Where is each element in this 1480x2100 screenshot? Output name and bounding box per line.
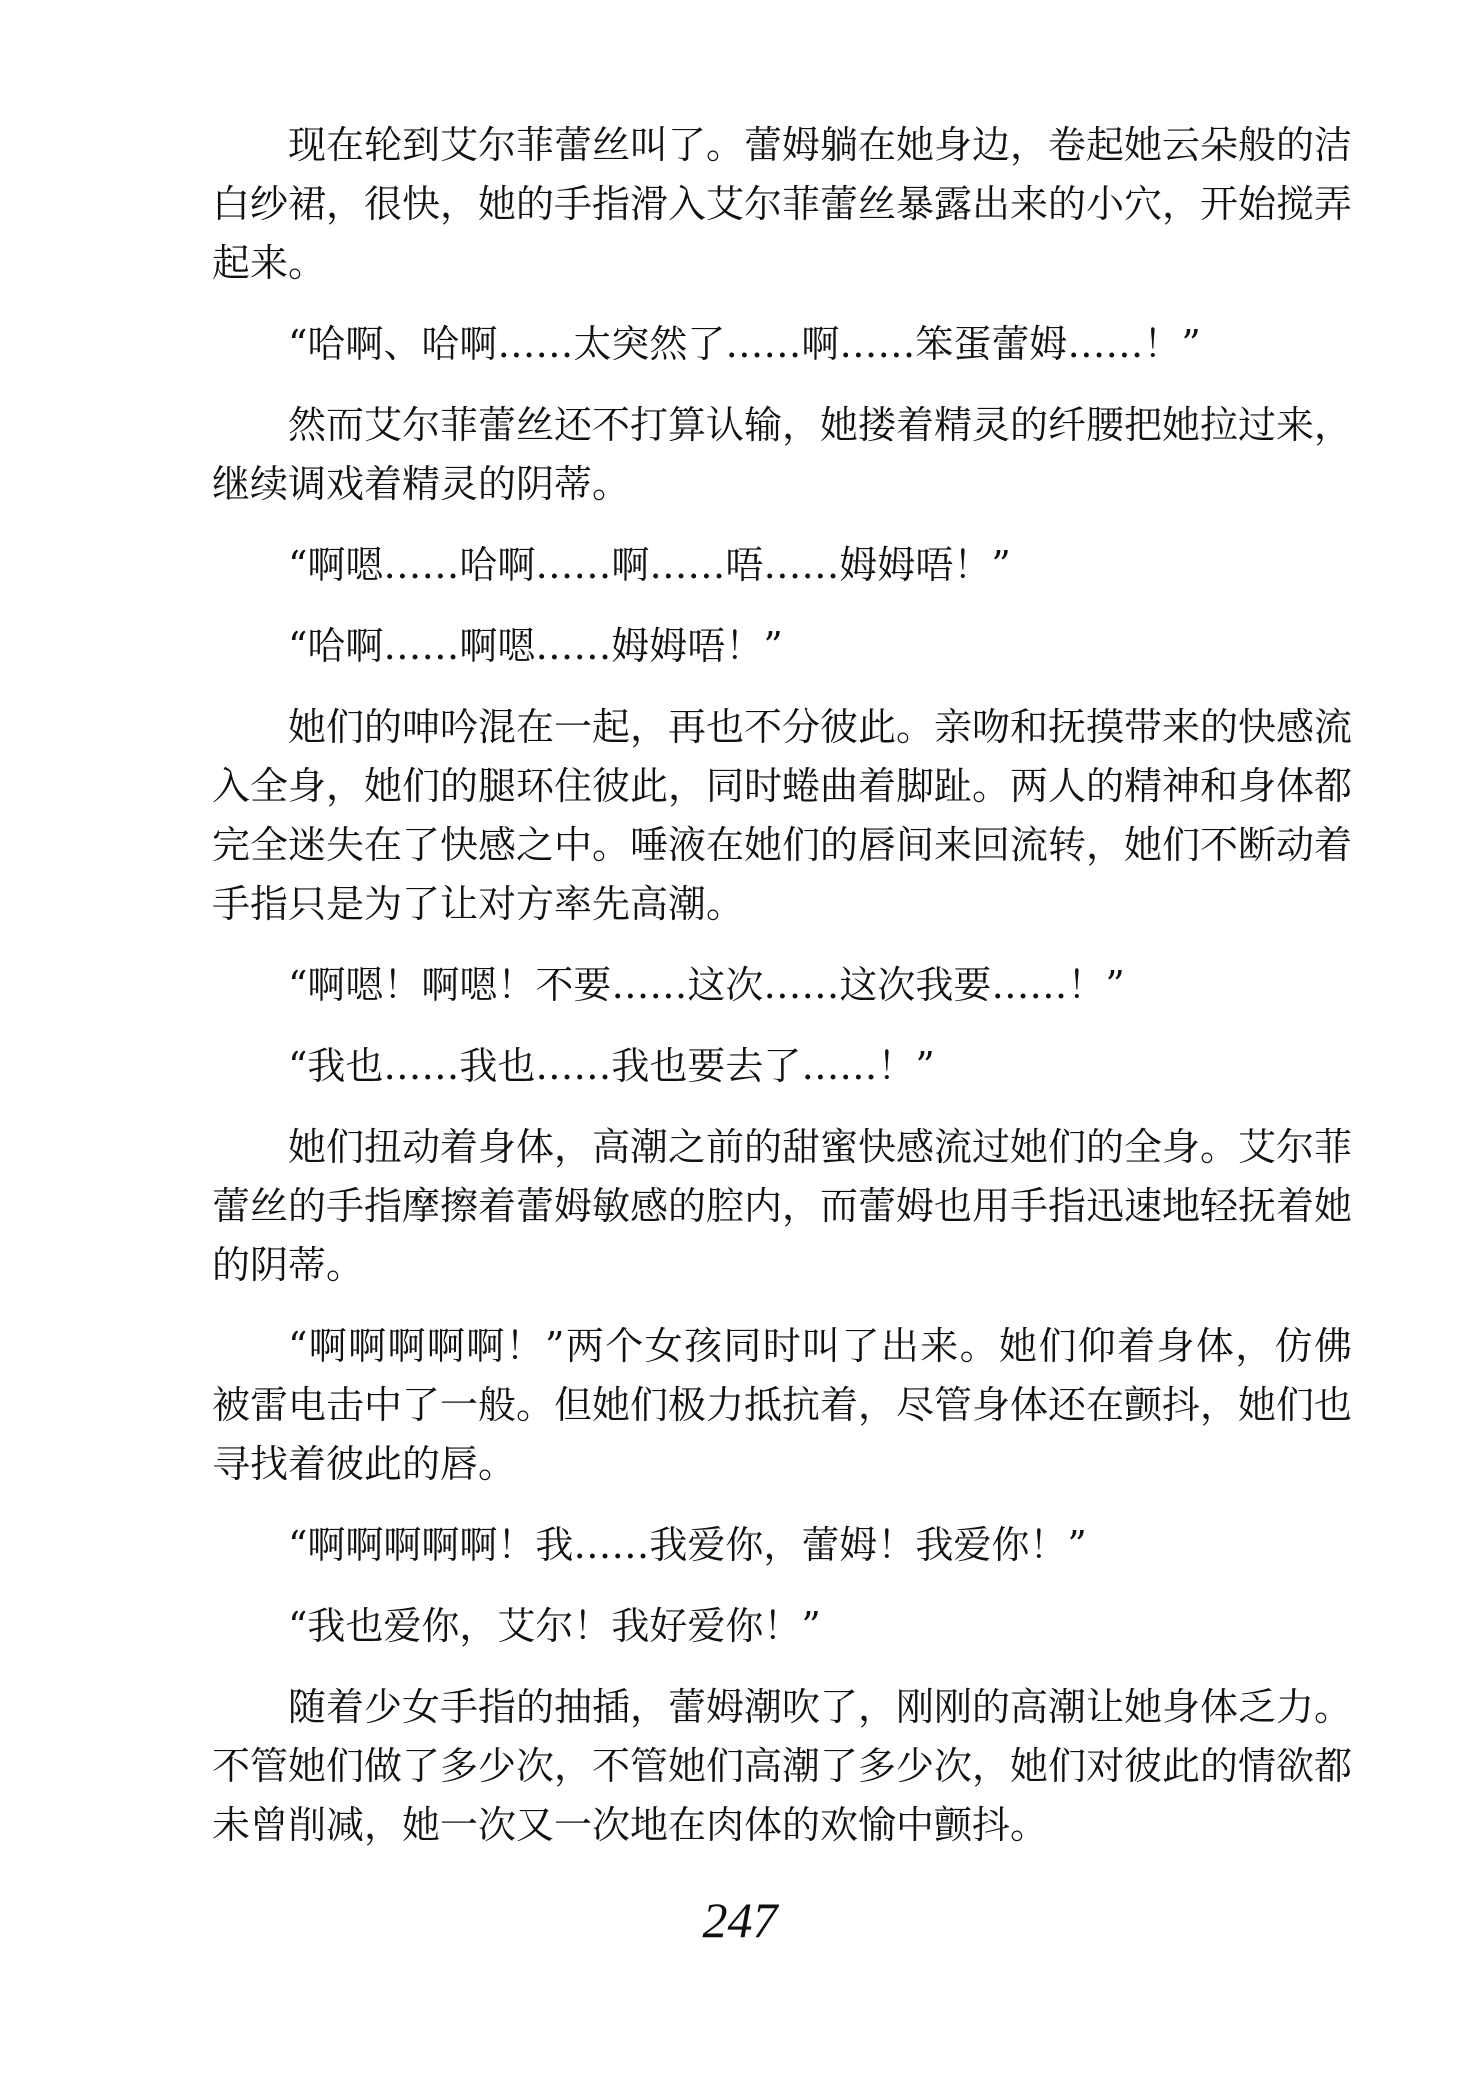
paragraph: 她们扭动着身体，高潮之前的甜蜜快感流过她们的全身。艾尔菲蕾丝的手指摩擦着蕾姆敏感的腔内，而蕾姆也用手指迅速地轻抚着她的阴蒂。 bbox=[212, 1125, 1353, 1287]
paragraph: “我也爱你，艾尔！我好爱你！” bbox=[288, 1604, 821, 1648]
paragraph: “啊啊啊啊啊！我……我爱你，蕾姆！我爱你！” bbox=[288, 1523, 1087, 1567]
paragraph: “啊嗯！啊嗯！不要……这次……这次我要……！” bbox=[288, 963, 1125, 1007]
body-text bbox=[212, 116, 1352, 1877]
paragraph: “我也……我也……我也要去了……！” bbox=[288, 1044, 935, 1088]
paragraph: 她们的呻吟混在一起，再也不分彼此。亲吻和抚摸带来的快感流入全身，她们的腿环住彼此，同时蜷曲着脚趾。两人的精神和身体都完全迷失在了快感之中。唾液在她们的唇间来回流转，她们不断动着手指只是为了让对方率先高潮。 bbox=[212, 705, 1353, 926]
paragraph: “哈啊……啊嗯……姆姆唔！” bbox=[288, 624, 783, 668]
paragraph: “啊嗯……哈啊……啊……唔……姆姆唔！” bbox=[288, 543, 1011, 587]
paragraph: 现在轮到艾尔菲蕾丝叫了。蕾姆躺在她身边，卷起她云朵般的洁白纱裙，很快，她的手指滑入艾尔菲蕾丝暴露出来的小穴，开始搅弄起来。 bbox=[212, 123, 1353, 285]
paragraph: 然而艾尔菲蕾丝还不打算认输，她搂着精灵的纤腰把她拉过来，继续调戏着精灵的阴蒂。 bbox=[212, 403, 1353, 506]
paragraph: 随着少女手指的抽插，蕾姆潮吹了，刚刚的高潮让她身体乏力。不管她们做了多少次，不管她们高潮了多少次，她们对彼此的情欲都未曾削减，她一次又一次地在肉体的欢愉中颤抖。 bbox=[212, 1685, 1353, 1847]
paragraph: “哈啊、哈啊……太突然了……啊……笨蛋蕾姆……！” bbox=[288, 322, 1201, 366]
page-number: 247 bbox=[702, 1892, 778, 1948]
paragraph: “啊啊啊啊啊！”两个女孩同时叫了出来。她们仰着身体，仿佛被雷电击中了一般。但她们极力抵抗着，尽管身体还在颤抖，她们也寻找着彼此的唇。 bbox=[212, 1324, 1353, 1486]
